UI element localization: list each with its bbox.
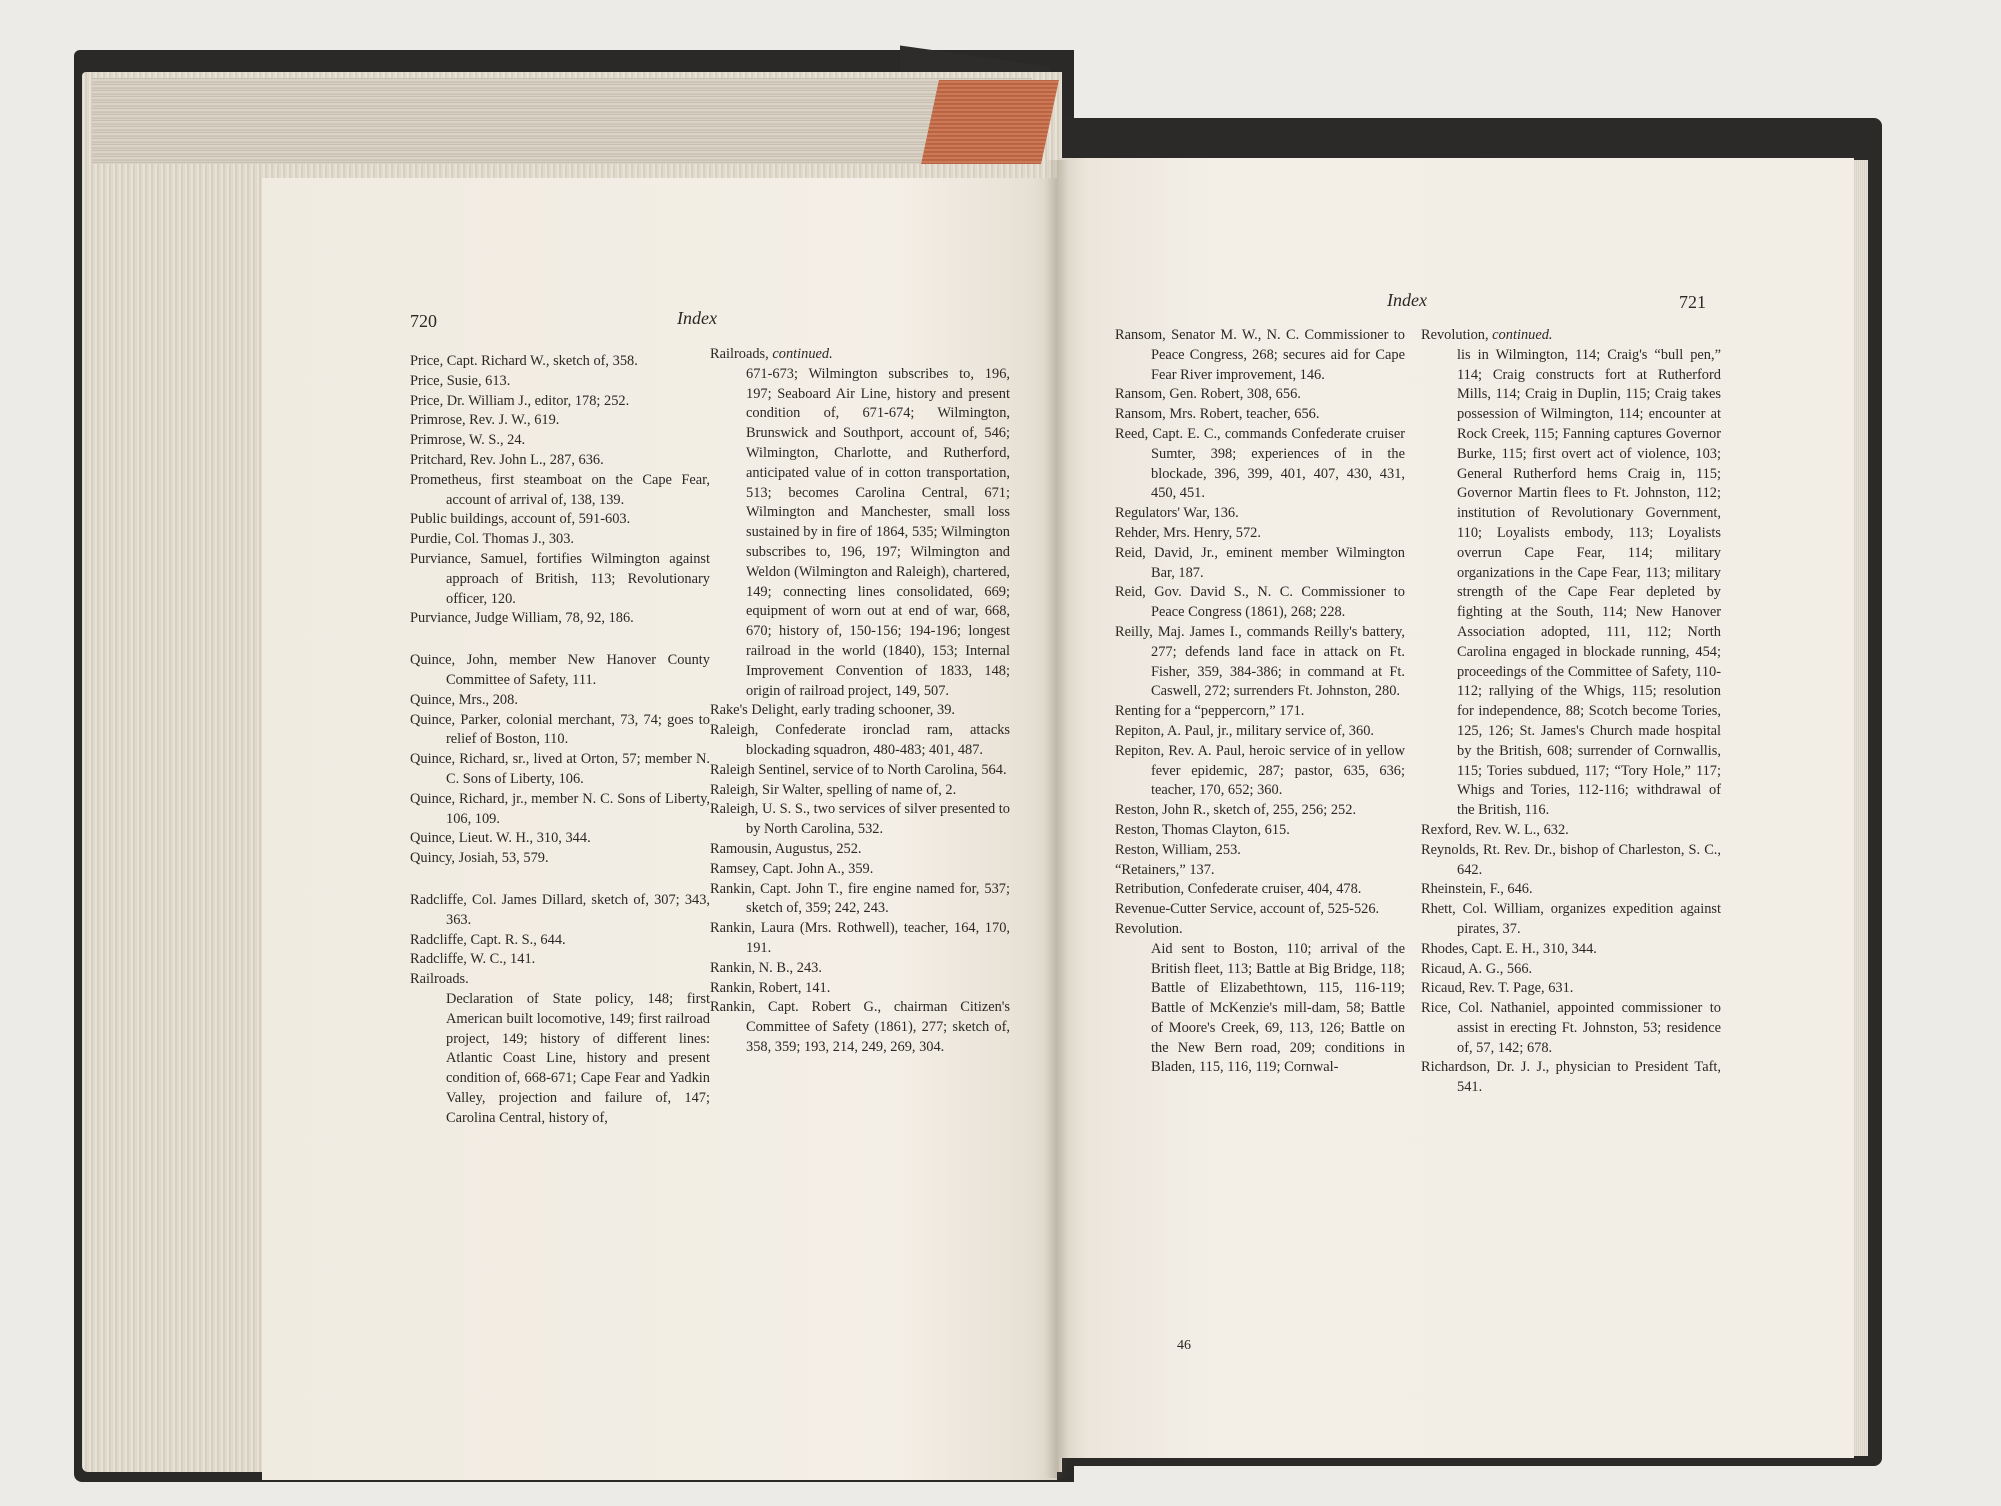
right-page (1057, 158, 1854, 1458)
index-entry: Primrose, W. S., 24. (410, 432, 526, 449)
index-entry: Price, Dr. William J., editor, 178; 252. (410, 392, 630, 409)
right-page-edge (1854, 160, 1868, 1456)
index-entry: Ricaud, Rev. T. Page, 631. (1421, 980, 1574, 997)
page-top-edge (92, 78, 1032, 164)
index-entry: Public buildings, account of, 591-603. (410, 511, 631, 528)
index-entry: Radcliffe, Capt. R. S., 644. (410, 931, 566, 948)
index-entry: Reilly, Maj. James I., commands Reilly's battery, 277; defends land face in attack on Ft. Fisher, 359, 384-386; in command at Ft. Caswell, 272; surrenders Ft. Johnston, 280. (1115, 623, 1405, 700)
index-entry: Retribution, Confederate cruiser, 404, 478. (1115, 881, 1362, 898)
index-entry: Ramsey, Capt. John A., 359. (710, 860, 874, 877)
index-entry: Rexford, Rev. W. L., 632. (1421, 821, 1569, 838)
index-entry: Raleigh, U. S. S., two services of silver presented to by North Carolina, 532. (710, 801, 1010, 838)
index-entry: Raleigh, Sir Walter, spelling of name of, 2. (710, 781, 957, 798)
index-entry: “Retainers,” 137. (1115, 861, 1215, 878)
right-column-2 (1421, 326, 1721, 1098)
index-entry: Declaration of State policy, 148; first American built locomotive, 149; first railroad project, 149; history of different lines: Atlantic Coast Line, history and present condition of, 668-671; Cape Fear and Yadkin Valley, projection and failure of, 147; Carolina Central, history of, (446, 990, 710, 1126)
index-entry: Reston, John R., sketch of, 255, 256; 252. (1115, 802, 1357, 819)
column-heading: Railroads, continued. (710, 346, 833, 362)
index-entry: Ransom, Senator M. W., N. C. Commissioner to Peace Congress, 268; secures aid for Cape Fear River improvement, 146. (1115, 327, 1405, 383)
index-entry: Quince, Parker, colonial merchant, 73, 74; goes to relief of Boston, 110. (410, 711, 710, 748)
index-entry: Rankin, Laura (Mrs. Rothwell), teacher, 164, 170, 191. (710, 920, 1010, 956)
index-entry: Rankin, Capt. Robert G., chairman Citizen's Committee of Safety (1861), 277; sketch of, 358, 359; 193, 214, 249, 269, 304. (710, 999, 1010, 1055)
index-entry: Raleigh, Confederate ironclad ram, attacks blockading squadron, 480-483; 401, 487. (710, 722, 1010, 758)
index-entry: Price, Susie, 613. (410, 372, 511, 389)
index-entry: Renting for a “peppercorn,” 171. (1115, 703, 1305, 720)
index-entry: Railroads. (410, 971, 469, 988)
index-entry: Radcliffe, Col. James Dillard, sketch of, 307; 343, 363. (410, 891, 710, 928)
index-entry: 671-673; Wilmington subscribes to, 196, 197; Seaboard Air Line, history and present condition of, 671-674; Wilmington, Brunswick and Southport, account of, 546; Wilmington, Charlotte, and Rutherford, anticipated value of in cotton transportation, 513; becomes Carolina Central, 671; Wilmington and Manchester, small loss sustained by in fire of 1864, 535; Wilmington subscribes to, 196, 197; Wilmington and Weldon (Wilmington and Raleigh), chartered, 149; connecting lines consolidated, 669; equipment of worn out at end of war, 668, 670; history of, 150-156; 194-196; longest railroad in the world (1840), 153; Internal Improvement Convention of 1833, 148; origin of railroad project, 149, 507. (746, 365, 1010, 699)
right-page-title: Index (1387, 290, 1427, 310)
gutter-shadow (1045, 160, 1069, 1478)
section-gap (410, 629, 710, 651)
index-entry: Rhodes, Capt. E. H., 310, 344. (1421, 940, 1597, 957)
signature-mark: 46 (1177, 1338, 1191, 1353)
index-entry: Purdie, Col. Thomas J., 303. (410, 531, 575, 548)
left-page-title: Index (677, 308, 717, 328)
index-entry: Revenue-Cutter Service, account of, 525-526. (1115, 901, 1380, 918)
index-entry: Prometheus, first steamboat on the Cape Fear, account of arrival of, 138, 139. (410, 471, 710, 508)
left-column-2 (710, 345, 1010, 1058)
index-entry: Quince, Mrs., 208. (410, 691, 518, 708)
index-entry: Repiton, Rev. A. Paul, heroic service of in yellow fever epidemic, 287; pastor, 635, 636; teacher, 170, 652; 360. (1115, 742, 1405, 799)
index-entry: Rheinstein, F., 646. (1421, 881, 1533, 898)
column-heading: Revolution, continued. (1421, 327, 1553, 343)
index-entry: lis in Wilmington, 114; Craig's “bull pen,” 114; Craig constructs fort at Rutherford Mills, 114; Craig in Duplin, 115; Craig takes possession of Wilmington, 114; encounter at Rock Creek, 115; Fanning captures Governor Burke, 115; first overt act of violence, 103; General Rutherford hems Craig in, 115; Governor Martin flees to Ft. Johnston, 112; institution of Revolutionary Government, 110; Loyalists embody, 113; Loyalists overrun Cape Fear, 114; military organizations in the Cape Fear, 113; military strength of the Cape Fear depleted by fighting at the South, 114; New Hanover Association adopted, 111, 112; North Carolina engaged in blockade running, 454; proceedings of the Committee of Safety, 110-112; rallying of the Whigs, 115; resolution for independence, 88; Scotch become Tories, 125, 126; St. James's Church made hospital by the British, 608; surrender of Cornwallis, 115; Tories subdued, 117; “Tory Hole,” 117; Whigs and Tories, 112-116; withdrawal of the British, 116. (1457, 346, 1721, 819)
index-entry: Reed, Capt. E. C., commands Confederate cruiser Sumter, 398; experiences of in the blockade, 396, 399, 401, 407, 430, 431, 450, 451. (1115, 425, 1405, 502)
left-page (262, 178, 1057, 1480)
headband (921, 80, 1059, 164)
index-entry: Quincy, Josiah, 53, 579. (410, 850, 549, 867)
index-entry: Rhett, Col. William, organizes expedition against pirates, 37. (1421, 901, 1721, 937)
index-entry: Reston, Thomas Clayton, 615. (1115, 821, 1290, 838)
index-entry: Reid, David, Jr., eminent member Wilmington Bar, 187. (1115, 544, 1405, 581)
left-page-number: 720 (410, 311, 437, 331)
left-column-1 (410, 352, 710, 1128)
section-gap (410, 869, 710, 891)
index-entry: Reynolds, Rt. Rev. Dr., bishop of Charleston, S. C., 642. (1421, 841, 1721, 878)
index-entry: Richardson, Dr. J. J., physician to President Taft, 541. (1421, 1059, 1721, 1096)
index-entry: Aid sent to Boston, 110; arrival of the British fleet, 113; Battle at Big Bridge, 118; Battle of Elizabethtown, 115, 116-119; Battle of McKenzie's mill-dam, 58; Battle of Moore's Creek, 69, 113, 126; Battle on the New Bern road, 209; conditions in Bladen, 115, 116, 119; Cornwal- (1151, 940, 1405, 1076)
index-entry: Pritchard, Rev. John L., 287, 636. (410, 451, 604, 468)
index-entry: Regulators' War, 136. (1115, 505, 1239, 522)
index-entry: Price, Capt. Richard W., sketch of, 358. (410, 353, 638, 369)
index-entry: Ricaud, A. G., 566. (1421, 960, 1533, 977)
index-entry: Primrose, Rev. J. W., 619. (410, 412, 560, 429)
right-column-1 (1115, 326, 1405, 1078)
index-entry: Reston, William, 253. (1115, 841, 1241, 858)
index-entry: Repiton, A. Paul, jr., military service of, 360. (1115, 722, 1374, 739)
index-entry: Rankin, N. B., 243. (710, 959, 822, 976)
index-entry: Quince, Richard, jr., member N. C. Sons of Liberty, 106, 109. (410, 790, 710, 827)
index-entry: Quince, Richard, sr., lived at Orton, 57; member N. C. Sons of Liberty, 106. (410, 751, 710, 787)
index-entry: Reid, Gov. David S., N. C. Commissioner to Peace Congress (1861), 268; 228. (1115, 584, 1405, 621)
index-entry: Quince, John, member New Hanover County Committee of Safety, 111. (410, 652, 710, 688)
index-entry: Rice, Col. Nathaniel, appointed commissioner to assist in erecting Ft. Johnston, 53; residence of, 57, 142; 678. (1421, 1000, 1721, 1056)
index-entry: Quince, Lieut. W. H., 310, 344. (410, 830, 591, 847)
index-entry: Ransom, Gen. Robert, 308, 656. (1115, 386, 1301, 403)
index-entry: Ramousin, Augustus, 252. (710, 840, 862, 857)
index-entry: Rankin, Capt. John T., fire engine named for, 537; sketch of, 359; 242, 243. (710, 880, 1010, 917)
index-entry: Rehder, Mrs. Henry, 572. (1115, 524, 1261, 541)
index-entry: Purviance, Judge William, 78, 92, 186. (410, 610, 634, 627)
index-entry: Radcliffe, W. C., 141. (410, 951, 536, 968)
index-entry: Rake's Delight, early trading schooner, 39. (710, 702, 955, 719)
index-entry: Purviance, Samuel, fortifies Wilmington against approach of British, 113; Revolutionary officer, 120. (410, 550, 710, 607)
right-page-number: 721 (1679, 292, 1706, 312)
index-entry: Revolution. (1115, 920, 1183, 937)
index-entry: Raleigh Sentinel, service of to North Carolina, 564. (710, 761, 1007, 778)
index-entry: Rankin, Robert, 141. (710, 979, 831, 996)
index-entry: Ransom, Mrs. Robert, teacher, 656. (1115, 406, 1320, 423)
